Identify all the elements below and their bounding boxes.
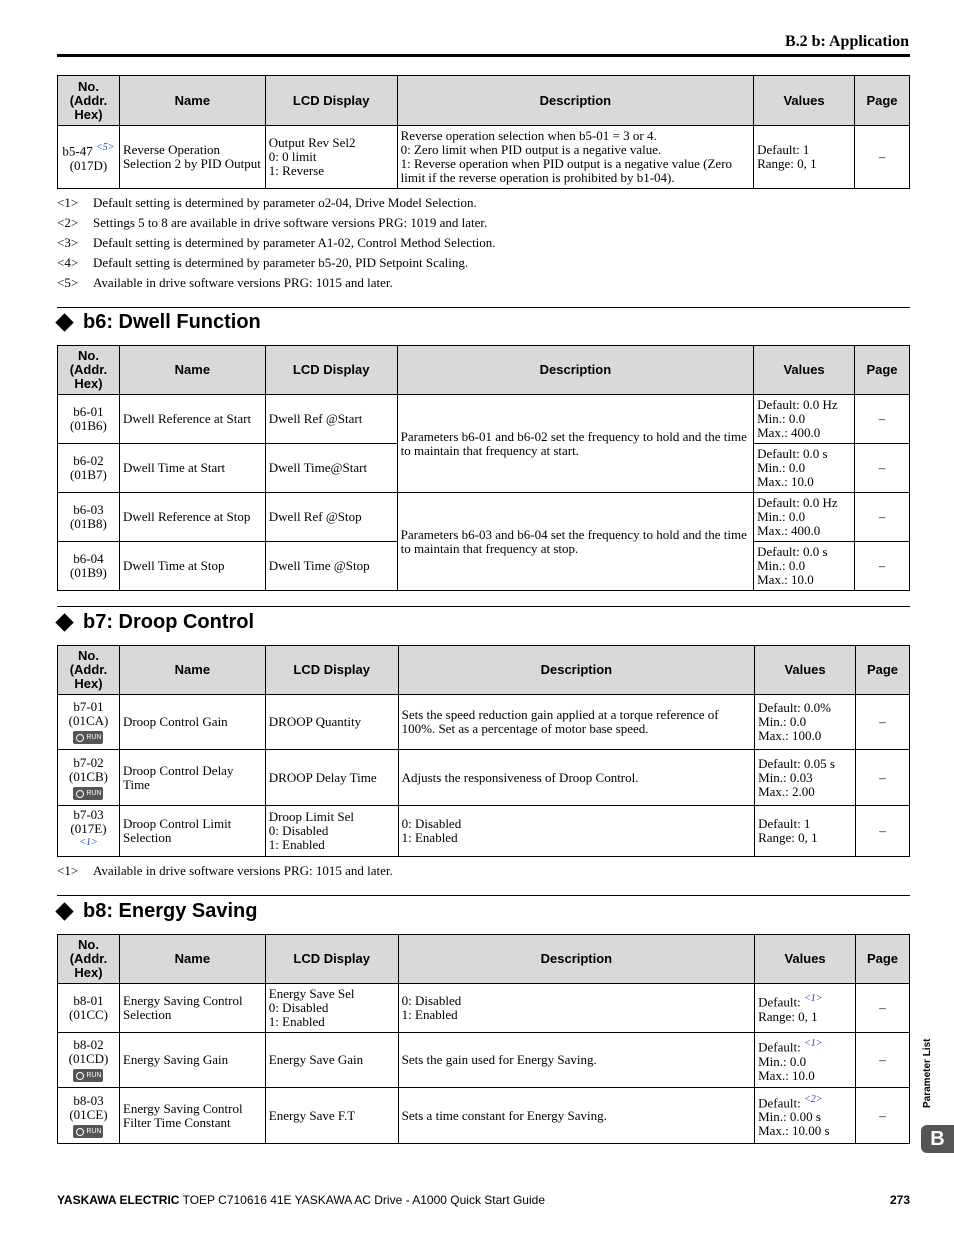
values: Default: $^{<1>}$ Range: 0, 1 xyxy=(755,984,856,1033)
param-number: b8-02 (01CD) RUN xyxy=(58,1033,120,1088)
col-header-page: Page xyxy=(854,76,909,126)
param-number: b6-03 (01B8) xyxy=(58,493,120,542)
values: Default: 0.0% Min.: 0.0 Max.: 100.0 xyxy=(755,695,856,750)
col-header-page: Page xyxy=(855,346,910,395)
run-mode-icon: RUN xyxy=(73,1069,103,1082)
footnote: <4> Default setting is determined by parameter b5-20, PID Setpoint Scaling. xyxy=(57,255,469,270)
description: Sets the gain used for Energy Saving. xyxy=(398,1033,754,1088)
page-ref: – xyxy=(854,126,909,189)
section-rule xyxy=(57,307,910,308)
page-number: 273 xyxy=(889,1193,910,1207)
values: Default: 0.0 s Min.: 0.0 Max.: 10.0 xyxy=(754,542,855,591)
col-header-name: Name xyxy=(119,935,265,984)
description: Reverse operation selection when b5-01 = 3 or 4. 0: Zero limit when PID output is a negative value. 1: Reverse operation when PID output is a negative value (Zero limit if the reverse operation is prohibited by b1-04). xyxy=(397,126,753,189)
table-row xyxy=(58,750,910,806)
param-name: Droop Control Limit Selection xyxy=(119,806,265,857)
col-header-page: Page xyxy=(855,646,909,695)
lcd-display: DROOP Delay Time xyxy=(265,750,398,806)
col-header-no: No. (Addr. Hex) xyxy=(58,76,120,126)
b7-parameter-table xyxy=(57,645,910,857)
col-header-page: Page xyxy=(856,935,910,984)
param-number: b7-02 (01CB) RUN xyxy=(58,750,120,806)
col-header-description: Description xyxy=(398,646,754,695)
section-header-title: B.2 b: Application xyxy=(784,33,909,50)
col-header-lcd: LCD Display xyxy=(265,76,397,126)
page-ref: – xyxy=(856,984,910,1033)
lcd-display: Dwell Ref @Start xyxy=(265,395,397,444)
header-rule xyxy=(57,54,910,57)
section-rule xyxy=(57,606,910,607)
col-header-name: Name xyxy=(119,76,265,126)
lcd-display: Energy Save Sel 0: Disabled 1: Enabled xyxy=(265,984,398,1033)
description: Sets the speed reduction gain applied at a torque reference of 100%. Set as a percentage of motor base speed. xyxy=(398,695,754,750)
values: Default: $^{<2>}$ Min.: 0.00 s Max.: 10.00 s xyxy=(755,1088,856,1144)
footnote-ref-link[interactable]: <1> xyxy=(803,993,823,1005)
param-number: b6-01 (01B6) xyxy=(58,395,120,444)
values: Default: 0.0 s Min.: 0.0 Max.: 10.0 xyxy=(754,444,855,493)
col-header-values: Values xyxy=(754,76,855,126)
page-ref: – xyxy=(855,493,910,542)
col-header-name: Name xyxy=(119,346,265,395)
param-name: Energy Saving Control Selection xyxy=(119,984,265,1033)
footnote-ref-link[interactable]: <1> xyxy=(79,837,98,849)
col-header-values: Values xyxy=(755,646,856,695)
footnote-ref-link[interactable]: <2> xyxy=(803,1093,823,1105)
section-rule xyxy=(57,895,910,896)
run-mode-icon: RUN xyxy=(73,1125,103,1138)
col-header-values: Values xyxy=(755,935,856,984)
footnote: <2> Settings 5 to 8 are available in drive software versions PRG: 1019 and later. xyxy=(57,215,488,230)
param-number: b8-03 (01CE) RUN xyxy=(58,1088,120,1144)
param-name: Dwell Time at Start xyxy=(119,444,265,493)
lcd-display: Dwell Ref @Stop xyxy=(265,493,397,542)
lcd-display: Energy Save Gain xyxy=(265,1033,398,1088)
b8-parameter-table xyxy=(57,934,910,1144)
footer-doc-title: TOEP C710616 41E YASKAWA AC Drive - A1000 Quick Start Guide xyxy=(179,1193,545,1207)
col-header-lcd: LCD Display xyxy=(265,646,398,695)
values: Default: 0.0 Hz Min.: 0.0 Max.: 400.0 xyxy=(754,395,855,444)
values: Default: 0.05 s Min.: 0.03 Max.: 2.00 xyxy=(755,750,856,806)
description: 0: Disabled 1: Enabled xyxy=(398,806,754,857)
param-number: b7-01 (01CA) RUN xyxy=(58,695,120,750)
footnote: <1> Available in drive software versions PRG: 1015 and later. xyxy=(57,863,393,878)
table-row xyxy=(58,1033,910,1088)
param-name: Dwell Time at Stop xyxy=(119,542,265,591)
lcd-display: Dwell Time @Stop xyxy=(265,542,397,591)
col-header-no: No. (Addr. Hex) xyxy=(58,646,120,695)
lcd-display: Dwell Time@Start xyxy=(265,444,397,493)
b5-parameter-table xyxy=(57,75,910,189)
param-number: b8-01 (01CC) xyxy=(58,984,120,1033)
values: Default: $^{<1>}$ Min.: 0.0 Max.: 10.0 xyxy=(755,1033,856,1088)
param-name: Dwell Reference at Start xyxy=(119,395,265,444)
b6-parameter-table xyxy=(57,345,910,591)
lcd-display: Output Rev Sel2 0: 0 limit 1: Reverse xyxy=(265,126,397,189)
table-row xyxy=(58,984,910,1033)
diamond-bullet-icon xyxy=(55,902,73,920)
col-header-description: Description xyxy=(397,76,753,126)
page-ref: – xyxy=(855,750,909,806)
diamond-bullet-icon xyxy=(55,613,73,631)
values: Default: 0.0 Hz Min.: 0.0 Max.: 400.0 xyxy=(754,493,855,542)
page-ref: – xyxy=(855,695,909,750)
table-row xyxy=(58,493,910,542)
param-name: Energy Saving Gain xyxy=(119,1033,265,1088)
lcd-display: Droop Limit Sel 0: Disabled 1: Enabled xyxy=(265,806,398,857)
param-name: Droop Control Delay Time xyxy=(119,750,265,806)
page-ref: – xyxy=(856,1088,910,1144)
section-heading-b7: b7: Droop Control xyxy=(55,611,254,634)
footnote-ref-link[interactable]: <1> xyxy=(803,1038,823,1050)
section-heading-b6: b6: Dwell Function xyxy=(55,311,261,334)
param-number: b6-02 (01B7) xyxy=(58,444,120,493)
table-row xyxy=(58,806,910,857)
param-name: Droop Control Gain xyxy=(119,695,265,750)
description: 0: Disabled 1: Enabled xyxy=(398,984,754,1033)
col-header-name: Name xyxy=(119,646,265,695)
param-number: b6-04 (01B9) xyxy=(58,542,120,591)
page-ref: – xyxy=(856,1033,910,1088)
description: Sets a time constant for Energy Saving. xyxy=(398,1088,754,1144)
col-header-values: Values xyxy=(754,346,855,395)
footer-company: YASKAWA ELECTRIC xyxy=(57,1193,180,1207)
values: Default: 1 Range: 0, 1 xyxy=(755,806,856,857)
footnote: <3> Default setting is determined by parameter A1-02, Control Method Selection. xyxy=(57,235,496,250)
col-header-description: Description xyxy=(398,935,754,984)
footnote-ref-link[interactable]: <5> xyxy=(96,142,115,154)
appendix-tab[interactable]: B xyxy=(921,1125,954,1153)
description: Adjusts the responsiveness of Droop Control. xyxy=(398,750,754,806)
col-header-description: Description xyxy=(397,346,753,395)
param-number: b5-47 $^{<5>}$ (017D) xyxy=(58,126,120,189)
page-ref: – xyxy=(855,395,910,444)
footnote: <1> Default setting is determined by parameter o2-04, Drive Model Selection. xyxy=(57,195,477,210)
table-row xyxy=(58,395,910,444)
description: Parameters b6-03 and b6-04 set the frequency to hold and the time to maintain that frequency at stop. xyxy=(397,493,753,591)
lcd-display: Energy Save F.T xyxy=(265,1088,398,1144)
run-mode-icon: RUN xyxy=(73,731,103,744)
table-row xyxy=(58,1088,910,1144)
diamond-bullet-icon xyxy=(55,313,73,331)
page-ref: – xyxy=(855,542,910,591)
description: Parameters b6-01 and b6-02 set the frequency to hold and the time to maintain that frequency at start. xyxy=(397,395,753,493)
page-footer xyxy=(57,1193,910,1207)
values: Default: 1 Range: 0, 1 xyxy=(754,126,855,189)
page-ref: – xyxy=(855,806,909,857)
param-number: b7-03 (017E) $^{<1>}$ xyxy=(58,806,120,857)
run-mode-icon: RUN xyxy=(73,787,103,800)
param-name: Dwell Reference at Stop xyxy=(119,493,265,542)
col-header-lcd: LCD Display xyxy=(265,346,397,395)
page-ref: – xyxy=(855,444,910,493)
footnote: <5> Available in drive software versions PRG: 1015 and later. xyxy=(57,275,393,290)
param-name: Energy Saving Control Filter Time Constant xyxy=(119,1088,265,1144)
side-section-label: Parameter List xyxy=(922,1038,933,1108)
table-row xyxy=(58,695,910,750)
table-row xyxy=(58,126,910,189)
lcd-display: DROOP Quantity xyxy=(265,695,398,750)
col-header-lcd: LCD Display xyxy=(265,935,398,984)
param-name: Reverse Operation Selection 2 by PID Output xyxy=(119,126,265,189)
col-header-no: No. (Addr. Hex) xyxy=(58,346,120,395)
section-heading-b8: b8: Energy Saving xyxy=(55,900,258,923)
col-header-no: No. (Addr. Hex) xyxy=(58,935,120,984)
